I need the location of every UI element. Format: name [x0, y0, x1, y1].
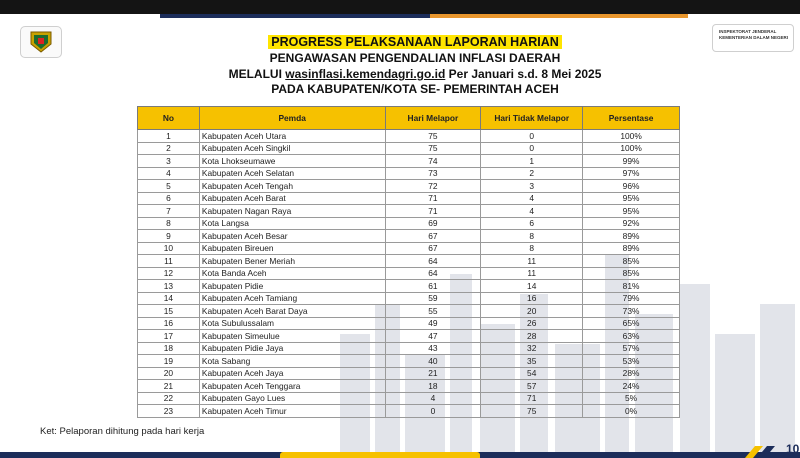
cell-persentase: 97%: [583, 167, 680, 180]
chevron-decoration-icon: [745, 440, 785, 458]
cell-hari-tidak-melapor: 28: [481, 330, 583, 343]
cell-no: 12: [138, 267, 200, 280]
logo-right-line1: INSPEKTORAT JENDERAL: [719, 29, 777, 34]
cell-persentase: 100%: [583, 142, 680, 155]
cell-hari-melapor: 71: [385, 205, 481, 218]
top-accent-bar-orange: [430, 14, 688, 18]
cell-no: 22: [138, 392, 200, 405]
cell-persentase: 89%: [583, 230, 680, 243]
cell-persentase: 85%: [583, 255, 680, 268]
cell-pemda: Kabupaten Nagan Raya: [199, 205, 385, 218]
table-row: [138, 205, 680, 218]
cell-no: 3: [138, 155, 200, 168]
cell-hari-melapor: 55: [385, 305, 481, 318]
cell-pemda: Kabupaten Aceh Singkil: [199, 142, 385, 155]
cell-hari-tidak-melapor: 75: [481, 405, 583, 418]
slide-subtitle-1: PENGAWASAN PENGENDALIAN INFLASI DAERAH: [269, 51, 561, 65]
cell-pemda: Kabupaten Aceh Besar: [199, 230, 385, 243]
cell-persentase: 24%: [583, 380, 680, 393]
table-row: [138, 342, 680, 355]
cell-pemda: Kota Sabang: [199, 355, 385, 368]
presentation-slide: [0, 14, 800, 458]
cell-persentase: 96%: [583, 180, 680, 193]
cell-hari-melapor: 75: [385, 130, 481, 143]
cell-hari-melapor: 43: [385, 342, 481, 355]
table-header-row: [138, 107, 680, 130]
table-row: [138, 292, 680, 305]
cell-no: 11: [138, 255, 200, 268]
cell-hari-melapor: 59: [385, 292, 481, 305]
cell-hari-tidak-melapor: 1: [481, 155, 583, 168]
cell-persentase: 85%: [583, 267, 680, 280]
laporan-harian-table: [137, 106, 680, 418]
cell-persentase: 57%: [583, 342, 680, 355]
cell-no: 7: [138, 205, 200, 218]
cell-hari-melapor: 47: [385, 330, 481, 343]
cell-hari-melapor: 40: [385, 355, 481, 368]
subtitle-suffix: Per Januari s.d. 8 Mei 2025: [445, 67, 602, 81]
cell-no: 15: [138, 305, 200, 318]
cell-hari-tidak-melapor: 57: [481, 380, 583, 393]
cell-pemda: Kabupaten Aceh Tenggara: [199, 380, 385, 393]
cell-no: 4: [138, 167, 200, 180]
cell-hari-melapor: 64: [385, 255, 481, 268]
table-row: [138, 305, 680, 318]
cell-hari-melapor: 74: [385, 155, 481, 168]
cell-pemda: Kabupaten Aceh Barat: [199, 192, 385, 205]
cell-no: 10: [138, 242, 200, 255]
itjen-kemendagri-logo: [712, 24, 794, 52]
cell-persentase: 79%: [583, 292, 680, 305]
cell-hari-melapor: 72: [385, 180, 481, 193]
kemendagri-logo-icon: [20, 26, 62, 58]
cell-hari-tidak-melapor: 54: [481, 367, 583, 380]
cell-hari-melapor: 67: [385, 230, 481, 243]
cell-pemda: Kabupaten Aceh Selatan: [199, 167, 385, 180]
top-accent-bar-navy: [160, 14, 430, 18]
cell-no: 8: [138, 217, 200, 230]
table-row: [138, 330, 680, 343]
cell-hari-melapor: 64: [385, 267, 481, 280]
table-row: [138, 255, 680, 268]
cell-pemda: Kabupaten Pidie Jaya: [199, 342, 385, 355]
cell-no: 6: [138, 192, 200, 205]
cell-hari-melapor: 0: [385, 405, 481, 418]
cell-no: 21: [138, 380, 200, 393]
header-hari-tidak-melapor: Hari Tidak Melapor: [481, 107, 583, 130]
table-row: [138, 267, 680, 280]
cell-pemda: Kabupaten Aceh Tengah: [199, 180, 385, 193]
cell-hari-melapor: 71: [385, 192, 481, 205]
cell-hari-melapor: 73: [385, 167, 481, 180]
cell-hari-tidak-melapor: 11: [481, 255, 583, 268]
cell-hari-tidak-melapor: 4: [481, 205, 583, 218]
cell-pemda: Kabupaten Aceh Barat Daya: [199, 305, 385, 318]
cell-hari-tidak-melapor: 16: [481, 292, 583, 305]
table-row: [138, 192, 680, 205]
cell-hari-melapor: 18: [385, 380, 481, 393]
cell-hari-melapor: 4: [385, 392, 481, 405]
slide-title-text: PROGRESS PELAKSANAAN LAPORAN HARIAN: [268, 35, 562, 49]
slide-title: [150, 35, 680, 49]
cell-hari-tidak-melapor: 14: [481, 280, 583, 293]
cell-hari-tidak-melapor: 8: [481, 230, 583, 243]
cell-hari-tidak-melapor: 4: [481, 192, 583, 205]
table-row: [138, 217, 680, 230]
bottom-accent-strip: [280, 452, 480, 458]
cell-hari-melapor: 49: [385, 317, 481, 330]
table-row: [138, 167, 680, 180]
cell-pemda: Kabupaten Gayo Lues: [199, 392, 385, 405]
table-row: [138, 155, 680, 168]
table-row: [138, 142, 680, 155]
cell-pemda: Kabupaten Pidie: [199, 280, 385, 293]
header-persentase: Persentase: [583, 107, 680, 130]
cell-no: 16: [138, 317, 200, 330]
cell-hari-tidak-melapor: 71: [481, 392, 583, 405]
slide-subtitle-3: PADA KABUPATEN/KOTA SE- PEMERINTAH ACEH: [271, 82, 559, 96]
cell-persentase: 65%: [583, 317, 680, 330]
cell-pemda: Kabupaten Aceh Jaya: [199, 367, 385, 380]
cell-hari-tidak-melapor: 2: [481, 167, 583, 180]
cell-hari-tidak-melapor: 6: [481, 217, 583, 230]
cell-hari-tidak-melapor: 3: [481, 180, 583, 193]
cell-persentase: 0%: [583, 405, 680, 418]
table-row: [138, 392, 680, 405]
cell-no: 13: [138, 280, 200, 293]
cell-pemda: Kota Subulussalam: [199, 317, 385, 330]
cell-hari-tidak-melapor: 20: [481, 305, 583, 318]
cell-pemda: Kabupaten Aceh Timur: [199, 405, 385, 418]
subtitle-prefix: MELALUI: [228, 67, 286, 81]
table-row: [138, 380, 680, 393]
cell-persentase: 100%: [583, 130, 680, 143]
header-no: No: [138, 107, 200, 130]
cell-hari-tidak-melapor: 0: [481, 142, 583, 155]
table-row: [138, 230, 680, 243]
cell-hari-melapor: 69: [385, 217, 481, 230]
table-row: [138, 242, 680, 255]
cell-persentase: 81%: [583, 280, 680, 293]
header-pemda: Pemda: [199, 107, 385, 130]
cell-hari-tidak-melapor: 11: [481, 267, 583, 280]
table-row: [138, 130, 680, 143]
cell-persentase: 5%: [583, 392, 680, 405]
slide-subtitle-2: [150, 67, 680, 81]
cell-no: 14: [138, 292, 200, 305]
cell-hari-tidak-melapor: 26: [481, 317, 583, 330]
cell-persentase: 99%: [583, 155, 680, 168]
header-hari-melapor: Hari Melapor: [385, 107, 481, 130]
cell-persentase: 89%: [583, 242, 680, 255]
cell-pemda: Kabupaten Simeulue: [199, 330, 385, 343]
cell-hari-melapor: 75: [385, 142, 481, 155]
cell-pemda: Kabupaten Aceh Tamiang: [199, 292, 385, 305]
cell-hari-melapor: 61: [385, 280, 481, 293]
cell-no: 20: [138, 367, 200, 380]
cell-no: 5: [138, 180, 200, 193]
cell-pemda: Kabupaten Bireuen: [199, 242, 385, 255]
cell-persentase: 95%: [583, 192, 680, 205]
cell-persentase: 53%: [583, 355, 680, 368]
cell-persentase: 92%: [583, 217, 680, 230]
table-row: [138, 367, 680, 380]
table-row: [138, 317, 680, 330]
cell-no: 2: [138, 142, 200, 155]
table-row: [138, 405, 680, 418]
cell-pemda: Kabupaten Aceh Utara: [199, 130, 385, 143]
page-number: 10: [786, 442, 800, 456]
cell-pemda: Kabupaten Bener Meriah: [199, 255, 385, 268]
logo-right-line2: KEMENTERIAN DALAM NEGERI: [719, 35, 789, 40]
cell-no: 23: [138, 405, 200, 418]
cell-persentase: 63%: [583, 330, 680, 343]
cell-persentase: 95%: [583, 205, 680, 218]
cell-no: 17: [138, 330, 200, 343]
cell-pemda: Kota Lhokseumawe: [199, 155, 385, 168]
cell-hari-tidak-melapor: 35: [481, 355, 583, 368]
wasinflasi-link[interactable]: wasinflasi.kemendagri.go.id: [285, 67, 446, 81]
table-row: [138, 180, 680, 193]
cell-no: 1: [138, 130, 200, 143]
table-row: [138, 355, 680, 368]
table-row: [138, 280, 680, 293]
cell-hari-tidak-melapor: 32: [481, 342, 583, 355]
cell-hari-tidak-melapor: 0: [481, 130, 583, 143]
cell-hari-tidak-melapor: 8: [481, 242, 583, 255]
cell-persentase: 73%: [583, 305, 680, 318]
cell-persentase: 28%: [583, 367, 680, 380]
cell-hari-melapor: 21: [385, 367, 481, 380]
cell-pemda: Kota Langsa: [199, 217, 385, 230]
cell-pemda: Kota Banda Aceh: [199, 267, 385, 280]
cell-no: 19: [138, 355, 200, 368]
cell-no: 18: [138, 342, 200, 355]
cell-hari-melapor: 67: [385, 242, 481, 255]
cell-no: 9: [138, 230, 200, 243]
footnote: Ket: Pelaporan dihitung pada hari kerja: [40, 426, 205, 437]
